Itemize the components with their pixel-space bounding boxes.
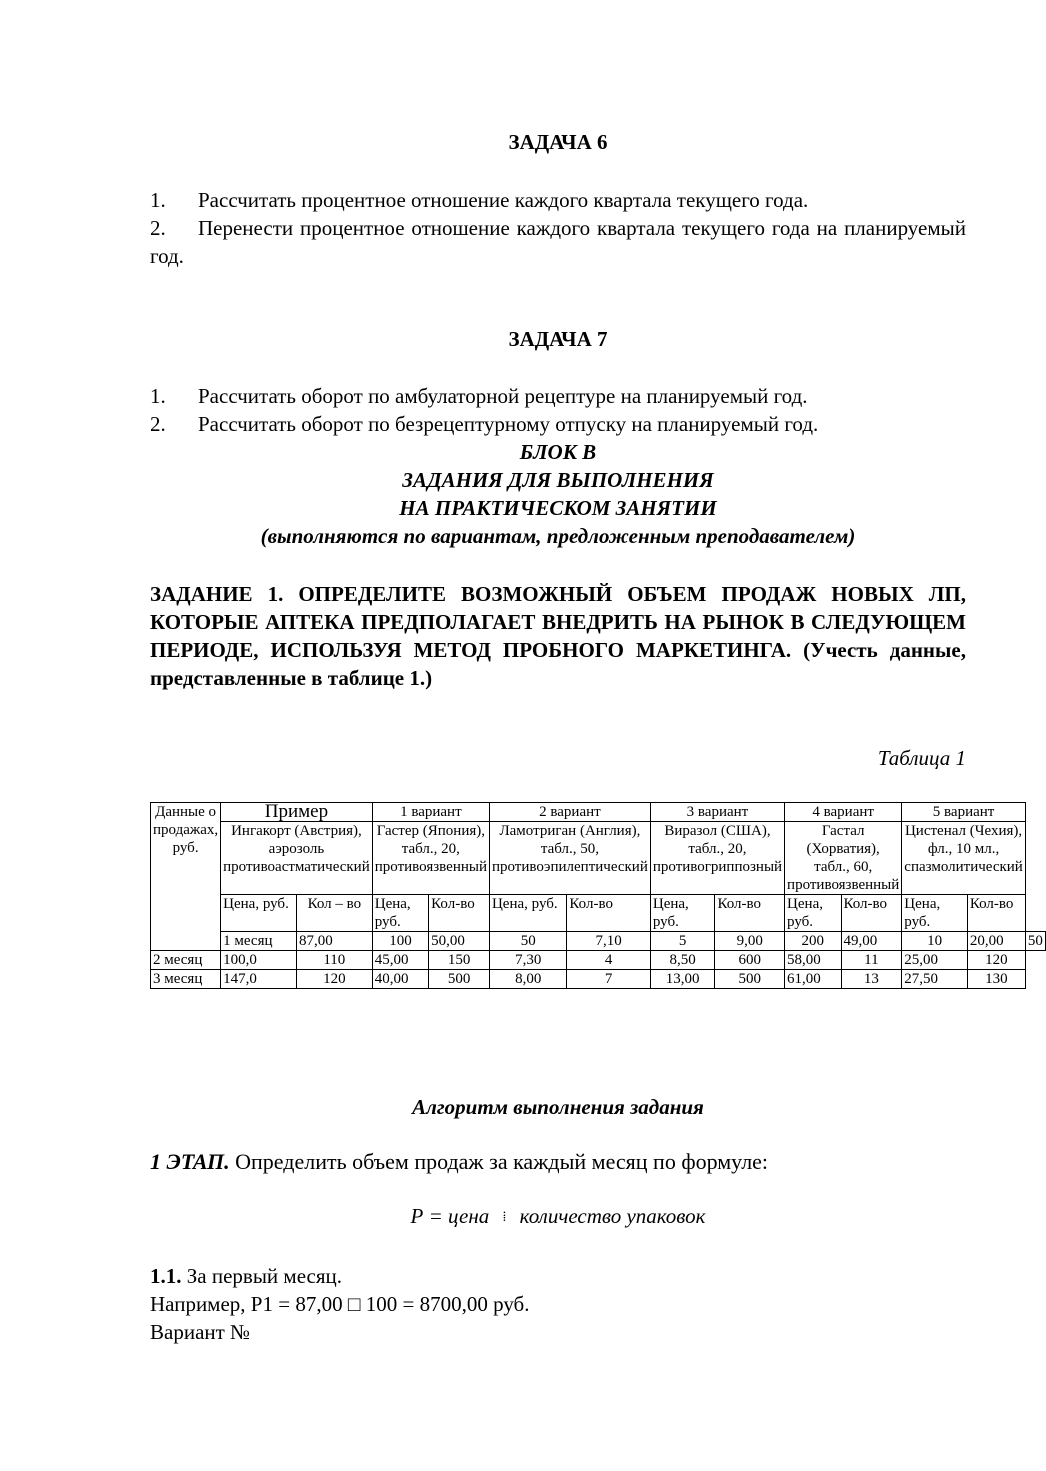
sales-data-table [150, 802, 1046, 989]
table-cell: 500 [715, 970, 785, 989]
table-row [151, 951, 1046, 970]
table-product-row [151, 822, 1046, 895]
table-subheader-price: Цена, руб. [489, 895, 566, 932]
table-header-variant-5: 5 вариант [902, 803, 1026, 822]
table-cell: 8,50 [650, 951, 715, 970]
table-cell: 87,00 [296, 932, 372, 951]
table-cell: 500 [429, 970, 490, 989]
task7-list [150, 382, 966, 438]
step-1-1-label: 1.1. [150, 1264, 182, 1288]
step-1-1-heading [150, 1262, 966, 1290]
table-cell: 100,0 [221, 951, 297, 970]
table-cell: 50,00 [429, 932, 490, 951]
stage-1-label: 1 ЭТАП. [150, 1149, 230, 1174]
table-cell: 49,00 [841, 932, 902, 951]
table-cell: 13,00 [650, 970, 715, 989]
stage-1-text: Определить объем продаж за каждый месяц по формуле: [235, 1149, 769, 1174]
table-cell: 147,0 [221, 970, 297, 989]
table-subheader-qty: Кол-во [567, 895, 650, 932]
task6-item-2 [150, 214, 966, 270]
table-product-variant-1: Гастер (Япония), табл., 20, противоязвенный [372, 822, 489, 895]
table-cell: 150 [429, 951, 490, 970]
table-subheader-qty: Кол – во [296, 895, 372, 932]
step-1-1-variant: Вариант № [150, 1320, 251, 1344]
block-line-4: (выполняются по вариантам, предложенным преподавателем) [260, 524, 856, 548]
block-line-2: ЗАДАНИЯ ДЛЯ ВЫПОЛНЕНИЯ [402, 468, 714, 492]
table-cell: 110 [296, 951, 372, 970]
task6-list [150, 186, 966, 270]
task7-item-1-num: 1. [150, 384, 166, 408]
step-1-1-example: Например, Р1 = 87,00 □ 100 = 8700,00 руб. [150, 1292, 530, 1316]
table-subheader-row [151, 895, 1046, 932]
table-caption: Таблица 1 [877, 746, 966, 770]
table-cell: 7,10 [567, 932, 650, 951]
table-cell: 100 [372, 932, 428, 951]
task6-item-1-text: Рассчитать процентное отношение каждого квартала текущего года. [198, 188, 809, 212]
sales-formula [150, 1204, 966, 1229]
table-cell: 10 [902, 932, 968, 951]
task6-item-1 [150, 186, 966, 214]
table-cell: 58,00 [785, 951, 841, 970]
table-subheader-price: Цена, руб. [221, 895, 297, 932]
table-subheader-price: Цена, руб. [902, 895, 968, 932]
table-header-variant-2: 2 вариант [489, 803, 650, 822]
table-product-variant-5: Цистенал (Чехия), фл., 10 мл., спазмолитический [902, 822, 1026, 895]
table-subheader-qty: Кол-во [967, 895, 1025, 932]
formula-lhs: Р = цена [410, 1204, 490, 1228]
table-cell: 20,00 [967, 932, 1025, 951]
table-subheader-price: Цена, руб. [372, 895, 428, 932]
task6-heading: ЗАДАЧА 6 [508, 130, 608, 154]
algorithm-title: Алгоритм выполнения задания [412, 1095, 704, 1119]
stage-1 [150, 1148, 966, 1176]
formula-rhs: количество упаковок [519, 1204, 706, 1228]
table-cell: 27,50 [902, 970, 968, 989]
table-header-example: Пример [221, 803, 373, 822]
table-cell: 120 [296, 970, 372, 989]
table-subheader-qty: Кол-во [841, 895, 902, 932]
table-subheader-price: Цена, руб. [785, 895, 841, 932]
table-header-row [151, 803, 1046, 822]
block-line-3: НА ПРАКТИЧЕСКОМ ЗАНЯТИИ [399, 496, 717, 520]
table-cell: 11 [841, 951, 902, 970]
task7-item-2-text: Рассчитать оборот по безрецептурному отпуску на планируемый год. [198, 412, 819, 436]
task7-item-2 [150, 410, 966, 438]
task6-item-1-num: 1. [150, 188, 166, 212]
formula-separator: ⁞ [502, 1210, 507, 1226]
table-cell: 8,00 [489, 970, 566, 989]
table-header-variant-3: 3 вариант [650, 803, 784, 822]
table-corner-cell: Данные о продажах, руб. [151, 803, 221, 951]
block-title [150, 438, 966, 550]
table-product-variant-3: Виразол (США), табл., 20, противогриппозный [650, 822, 784, 895]
table-subheader-price: Цена, руб. [650, 895, 715, 932]
task7-heading: ЗАДАЧА 7 [508, 327, 608, 351]
assignment-1-text: ЗАДАНИЕ 1. ОПРЕДЕЛИТЕ ВОЗМОЖНЫЙ ОБЪЕМ ПРОДАЖ НОВЫХ ЛП, КОТОРЫЕ АПТЕКА ПРЕДПОЛАГАЕТ ВНЕДРИТЬ НА РЫНОК В СЛЕДУЮЩЕМ ПЕРИОДЕ, ИСПОЛЬЗУЯ МЕТОД ПРОБНОГО МАРКЕТИНГА. (Учесть данные, представленные в таблице 1.) [150, 582, 966, 690]
table-cell: 200 [785, 932, 841, 951]
table-cell: 61,00 [785, 970, 841, 989]
table-subheader-qty: Кол-во [715, 895, 785, 932]
table-cell: 7,30 [489, 951, 566, 970]
task6-item-2-num: 2. [150, 216, 166, 240]
table-product-example: Ингакорт (Австрия), аэрозоль противоастматический [221, 822, 373, 895]
table-cell: 9,00 [715, 932, 785, 951]
table-row [151, 970, 1046, 989]
table-subheader-qty: Кол-во [429, 895, 490, 932]
table-cell: 13 [841, 970, 902, 989]
task7-item-1-text: Рассчитать оборот по амбулаторной рецептуре на планируемый год. [198, 384, 808, 408]
table-cell: 45,00 [372, 951, 428, 970]
table-row-label: 1 месяц [221, 932, 297, 951]
table-cell: 130 [967, 970, 1025, 989]
task7-item-2-num: 2. [150, 412, 166, 436]
table-row-label: 3 месяц [151, 970, 221, 989]
task7-item-1 [150, 382, 966, 410]
table-cell: 120 [967, 951, 1025, 970]
table-cell: 40,00 [372, 970, 428, 989]
table-cell: 7 [567, 970, 650, 989]
table-cell: 4 [567, 951, 650, 970]
table-row-label: 2 месяц [151, 951, 221, 970]
table-product-variant-2: Ламотриган (Англия), табл., 50, противоэпилептический [489, 822, 650, 895]
table-cell: 50 [1025, 932, 1045, 951]
table-header-variant-4: 4 вариант [785, 803, 902, 822]
task6-item-2-text: Перенести процентное отношение каждого квартала текущего года на планируемый год. [150, 216, 966, 268]
table-cell: 600 [715, 951, 785, 970]
table-header-variant-1: 1 вариант [372, 803, 489, 822]
block-line-1: БЛОК В [519, 440, 597, 464]
table-cell: 5 [650, 932, 715, 951]
table-product-variant-4: Гастал (Хорватия), табл., 60, противоязвенный [785, 822, 902, 895]
table-cell: 50 [489, 932, 566, 951]
table-cell: 25,00 [902, 951, 968, 970]
step-1-1 [150, 1262, 966, 1346]
step-1-1-text: За первый месяц. [186, 1264, 343, 1288]
table-row [151, 932, 1046, 951]
